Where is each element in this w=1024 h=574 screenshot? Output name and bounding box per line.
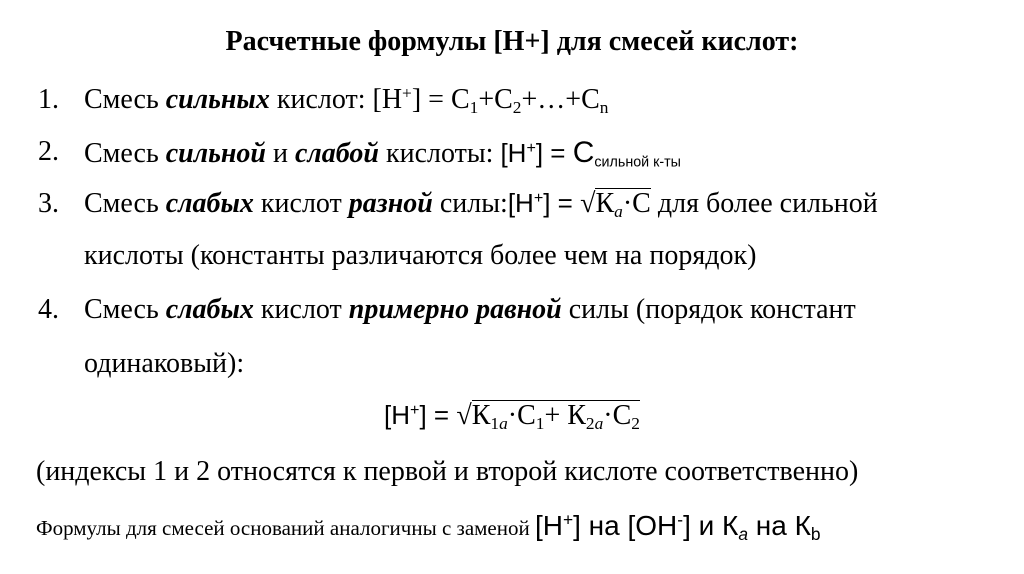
formula-part: ·C [603, 400, 632, 431]
formula-part: [H [500, 138, 527, 168]
item-2-prefix: Смесь [84, 138, 166, 169]
item-3-text: силы: [432, 188, 508, 219]
formula-sub: a [614, 201, 623, 221]
item-3-emphasis-1: слабых [165, 188, 254, 219]
formula-sub: 2 [512, 97, 522, 117]
item-3-prefix: Смесь [84, 188, 166, 219]
formula-sub-part: a [499, 413, 508, 433]
list-item-3 [84, 188, 878, 221]
formula-sub: 2 [631, 413, 640, 433]
item-4-prefix: Смесь [84, 294, 166, 325]
item-3-tail: для более сильной [650, 188, 878, 219]
item-2-mid: и [266, 138, 295, 169]
list-number-4: 4. [38, 294, 59, 325]
formula-part: ] = C [411, 84, 470, 115]
formula-sup: + [526, 139, 536, 158]
formula-part: ·C [507, 400, 536, 431]
list-number-3: 3. [38, 188, 59, 219]
square-root [456, 400, 640, 433]
formula-part: ] = [419, 400, 457, 430]
formula-sub-part: 2 [585, 413, 595, 433]
formula-sup: - [677, 509, 684, 530]
footnote-text: Формулы для смесей оснований аналогичны с заменой [36, 516, 535, 540]
formula-part: К [471, 400, 491, 431]
list-item-1 [84, 83, 609, 117]
formula-sub [586, 414, 603, 433]
radicand [471, 400, 640, 433]
item-4-emphasis-2: примерно равной [348, 294, 562, 325]
formula-sup: + [402, 83, 412, 103]
formula-part: [H [507, 188, 534, 218]
indices-note: (индексы 1 и 2 относятся к первой и второй кислоте соответственно) [36, 456, 859, 487]
item-2-emphasis-1: сильной [165, 138, 267, 169]
formula-sub: 1 [469, 97, 479, 117]
formula-part: ] на [OH [573, 510, 678, 541]
formula-sup: + [410, 401, 420, 420]
formula-part: К [595, 188, 615, 219]
item-4-text: силы (порядок констант [561, 294, 856, 325]
formula-sup: + [533, 189, 544, 208]
list-number-2: 2. [38, 136, 59, 167]
item-3-formula [508, 188, 580, 218]
formula-part: ] и К [683, 510, 739, 541]
list-number-1: 1. [38, 84, 59, 115]
item-2-text: кислоты: [378, 138, 501, 169]
item-1-prefix: Смесь [84, 84, 166, 115]
item-4-line-2: одинаковый): [84, 348, 245, 379]
formula-part: C [572, 136, 595, 169]
formula-part: ] = [543, 188, 581, 218]
item-1-emphasis: сильных [165, 84, 270, 115]
formula-4-lhs [384, 400, 456, 430]
item-3-mid: кислот [253, 188, 349, 219]
formula-sub: сильной к-ты [594, 154, 681, 171]
item-4-mid: кислот [253, 294, 349, 325]
formula-sub: 1 [535, 413, 545, 433]
formula-equal-strength [0, 400, 1024, 433]
item-3-emphasis-2: разной [348, 188, 433, 219]
item-1-formula [373, 84, 609, 115]
footnote-formula [534, 509, 821, 544]
item-4-emphasis-1: слабых [165, 294, 254, 325]
item-3-line-2: кислоты (константы различаются более чем на порядок) [84, 240, 757, 271]
formula-part: [H [534, 510, 563, 541]
formula-sub-part: 1 [490, 413, 500, 433]
square-root [580, 188, 651, 221]
formula-part: +C [478, 84, 513, 115]
bases-footnote [36, 509, 821, 544]
formula-part: [H [372, 84, 403, 115]
list-item-2 [84, 136, 681, 171]
formula-part: + К [544, 400, 586, 431]
radicand [595, 188, 651, 221]
list-item-4 [84, 296, 856, 324]
page-title: Расчетные формулы [H+] для смесей кислот: [225, 26, 799, 57]
formula-part: на К [748, 510, 811, 541]
formula-sub: a [738, 523, 749, 544]
formula-part: ] = [535, 138, 573, 168]
formula-part: ·C [622, 188, 651, 219]
formula-sup: + [562, 509, 574, 530]
formula-sub: b [810, 523, 821, 544]
sqrt-sign: √ [456, 400, 472, 431]
formula-part: +…+C [521, 84, 600, 115]
formula-part: [H [384, 400, 411, 430]
item-2-formula [500, 136, 681, 171]
formula-sub [490, 414, 507, 433]
formula-sub: n [599, 97, 609, 117]
item-1-text: кислот: [269, 84, 373, 115]
sqrt-sign: √ [580, 188, 596, 219]
item-2-emphasis-2: слабой [295, 138, 379, 169]
formula-sub-part: a [594, 413, 604, 433]
